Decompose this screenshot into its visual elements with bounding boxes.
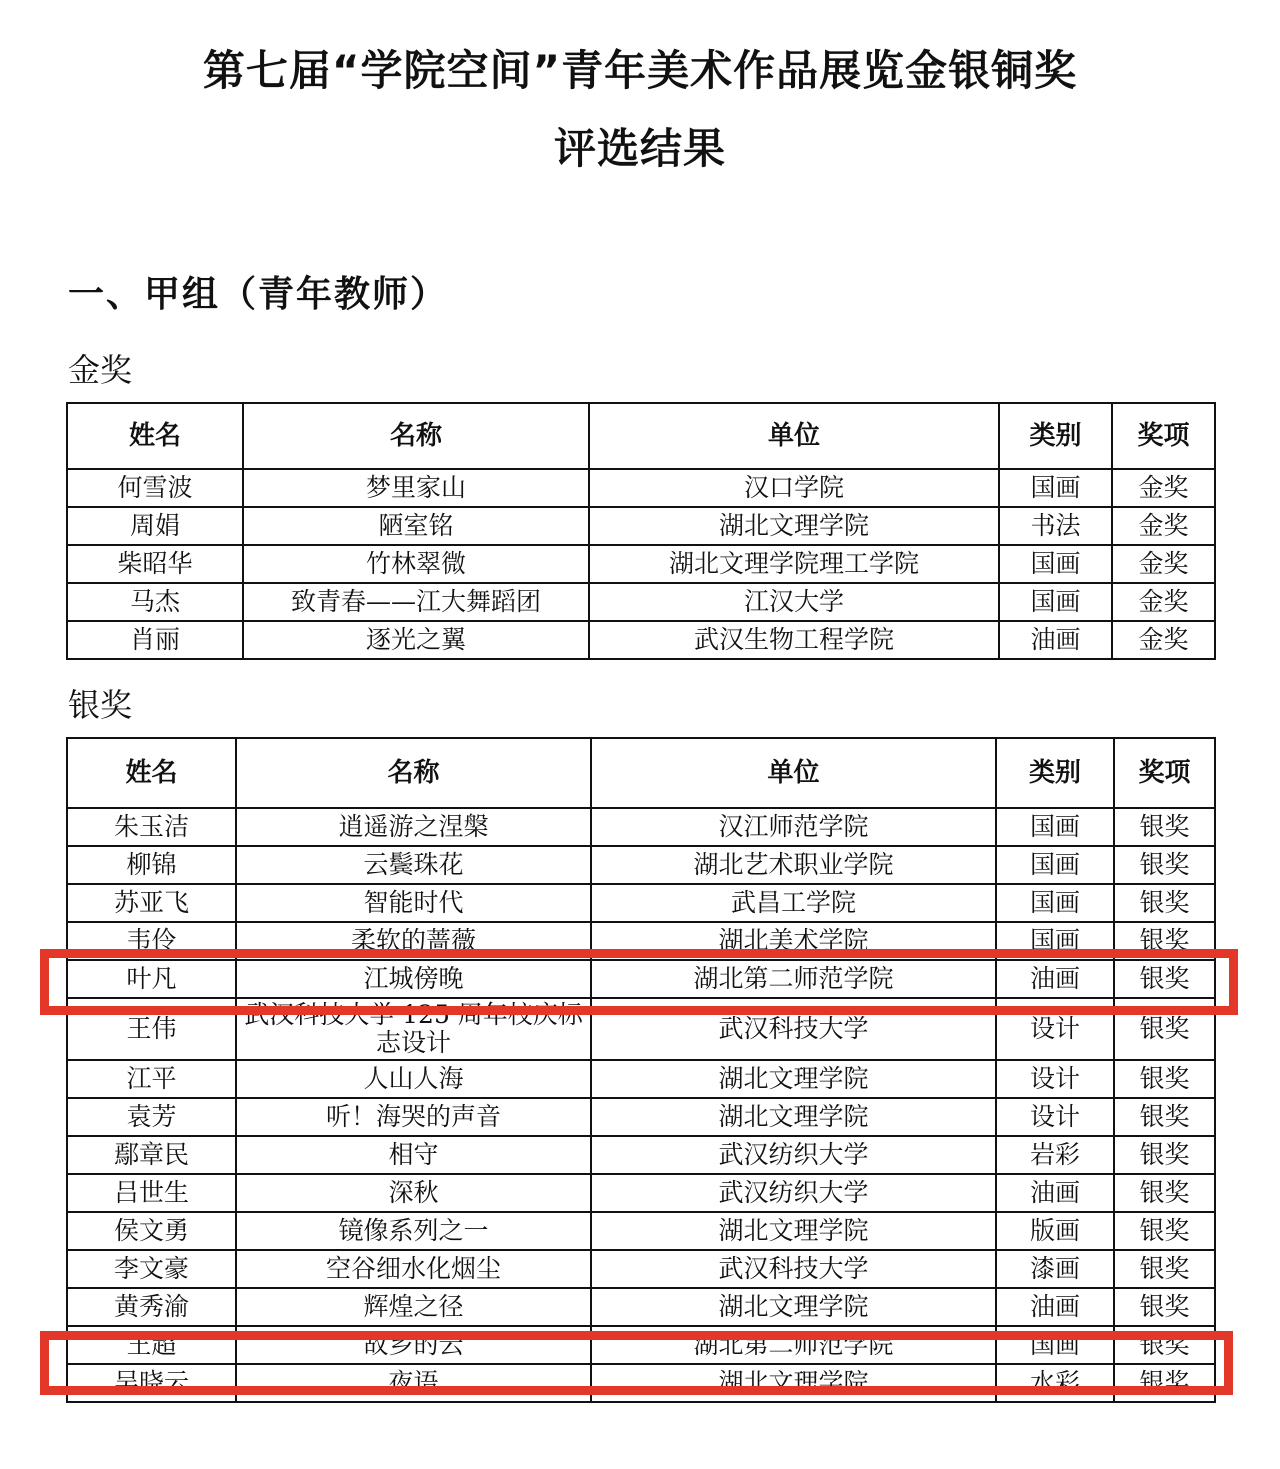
document-subtitle: 评选结果 <box>553 124 726 173</box>
unit-cell: 武汉科技大学 <box>591 1250 996 1288</box>
category-cell: 国画 <box>999 545 1112 583</box>
silver-award-table <box>66 737 1216 1403</box>
category-cell: 国画 <box>996 808 1114 846</box>
name-cell: 柳锦 <box>67 846 236 884</box>
name-cell: 朱玉洁 <box>67 808 236 846</box>
silver-heading: 银奖 <box>68 686 133 724</box>
award-cell: 银奖 <box>1114 1136 1215 1174</box>
title-cell: 相守 <box>236 1136 591 1174</box>
unit-cell: 武汉科技大学 <box>591 998 996 1060</box>
title-cell: 柔软的蔷薇 <box>236 922 591 960</box>
column-header: 名称 <box>236 738 591 808</box>
table-header <box>67 738 1215 808</box>
award-cell: 金奖 <box>1112 621 1215 659</box>
title-cell: 夜语 <box>236 1364 591 1402</box>
award-cell: 银奖 <box>1114 884 1215 922</box>
name-cell: 袁芳 <box>67 1098 236 1136</box>
title-cell: 人山人海 <box>236 1060 591 1098</box>
column-header: 类别 <box>999 403 1112 469</box>
award-cell: 银奖 <box>1114 960 1215 998</box>
column-header: 奖项 <box>1114 738 1215 808</box>
award-cell: 金奖 <box>1112 545 1215 583</box>
name-cell: 黄秀渝 <box>67 1288 236 1326</box>
column-header: 奖项 <box>1112 403 1215 469</box>
title-cell: 江城傍晚 <box>236 960 591 998</box>
table-row <box>67 1060 1215 1098</box>
title-cell: 云鬓珠花 <box>236 846 591 884</box>
name-cell: 江平 <box>67 1060 236 1098</box>
category-cell: 油画 <box>996 1288 1114 1326</box>
category-cell: 国画 <box>996 922 1114 960</box>
award-cell: 银奖 <box>1114 1250 1215 1288</box>
title-cell: 空谷细水化烟尘 <box>236 1250 591 1288</box>
award-cell: 银奖 <box>1114 1212 1215 1250</box>
table-row <box>67 808 1215 846</box>
category-cell: 版画 <box>996 1212 1114 1250</box>
unit-cell: 湖北文理学院 <box>589 507 999 545</box>
title-cell: 逐光之翼 <box>243 621 589 659</box>
gold-award-table <box>66 402 1216 660</box>
category-cell: 水彩 <box>996 1364 1114 1402</box>
award-cell: 银奖 <box>1114 998 1215 1060</box>
unit-cell: 汉江师范学院 <box>591 808 996 846</box>
title-cell: 武汉科技大学 125 周年校庆标志设计 <box>236 998 591 1060</box>
document-title: 第七届“学院空间”青年美术作品展览金银铜奖 <box>202 46 1078 95</box>
award-cell: 银奖 <box>1114 1288 1215 1326</box>
table-header <box>67 403 1215 469</box>
award-cell: 银奖 <box>1114 922 1215 960</box>
category-cell: 设计 <box>996 1098 1114 1136</box>
category-cell: 国画 <box>996 846 1114 884</box>
column-header: 名称 <box>243 403 589 469</box>
title-cell: 智能时代 <box>236 884 591 922</box>
category-cell: 设计 <box>996 1060 1114 1098</box>
name-cell: 侯文勇 <box>67 1212 236 1250</box>
table-row <box>67 1250 1215 1288</box>
award-cell: 银奖 <box>1114 1098 1215 1136</box>
name-cell: 吴晓云 <box>67 1364 236 1402</box>
award-cell: 银奖 <box>1114 808 1215 846</box>
table-row <box>67 1326 1215 1364</box>
name-cell: 鄢章民 <box>67 1136 236 1174</box>
award-cell: 金奖 <box>1112 507 1215 545</box>
column-header: 类别 <box>996 738 1114 808</box>
name-cell: 吕世生 <box>67 1174 236 1212</box>
column-header: 姓名 <box>67 403 243 469</box>
gold-heading: 金奖 <box>68 351 133 389</box>
table-row <box>67 998 1215 1060</box>
header-row <box>67 738 1215 808</box>
title-cell: 辉煌之径 <box>236 1288 591 1326</box>
unit-cell: 汉口学院 <box>589 469 999 507</box>
name-cell: 叶凡 <box>67 960 236 998</box>
category-cell: 国画 <box>996 884 1114 922</box>
unit-cell: 武汉纺织大学 <box>591 1136 996 1174</box>
title-cell: 听！海哭的声音 <box>236 1098 591 1136</box>
award-cell: 银奖 <box>1114 846 1215 884</box>
table-row <box>67 621 1215 659</box>
name-cell: 柴昭华 <box>67 545 243 583</box>
unit-cell: 湖北文理学院 <box>591 1364 996 1402</box>
table-row <box>67 884 1215 922</box>
title-cell: 故乡的云 <box>236 1326 591 1364</box>
category-cell: 设计 <box>996 998 1114 1060</box>
title-cell: 致青春——江大舞蹈团 <box>243 583 589 621</box>
column-header: 单位 <box>591 738 996 808</box>
unit-cell: 湖北文理学院 <box>591 1060 996 1098</box>
category-cell: 岩彩 <box>996 1136 1114 1174</box>
table-row <box>67 960 1215 998</box>
category-cell: 国画 <box>999 583 1112 621</box>
title-cell: 竹林翠微 <box>243 545 589 583</box>
name-cell: 王伟 <box>67 998 236 1060</box>
table-row <box>67 469 1215 507</box>
name-cell: 周娟 <box>67 507 243 545</box>
category-cell: 国画 <box>996 1326 1114 1364</box>
unit-cell: 湖北第二师范学院 <box>591 1326 996 1364</box>
unit-cell: 武昌工学院 <box>591 884 996 922</box>
title-cell: 镜像系列之一 <box>236 1212 591 1250</box>
column-header: 单位 <box>589 403 999 469</box>
award-cell: 金奖 <box>1112 583 1215 621</box>
unit-cell: 湖北文理学院 <box>591 1212 996 1250</box>
table-row <box>67 922 1215 960</box>
category-cell: 漆画 <box>996 1250 1114 1288</box>
header-row <box>67 403 1215 469</box>
table-row <box>67 507 1215 545</box>
table-row <box>67 583 1215 621</box>
unit-cell: 江汉大学 <box>589 583 999 621</box>
unit-cell: 武汉生物工程学院 <box>589 621 999 659</box>
category-cell: 油画 <box>999 621 1112 659</box>
name-cell: 苏亚飞 <box>67 884 236 922</box>
award-cell: 银奖 <box>1114 1060 1215 1098</box>
table-row <box>67 1174 1215 1212</box>
category-cell: 书法 <box>999 507 1112 545</box>
unit-cell: 湖北艺术职业学院 <box>591 846 996 884</box>
name-cell: 肖丽 <box>67 621 243 659</box>
name-cell: 李文豪 <box>67 1250 236 1288</box>
table-body <box>67 469 1215 659</box>
category-cell: 油画 <box>996 1174 1114 1212</box>
unit-cell: 湖北美术学院 <box>591 922 996 960</box>
unit-cell: 武汉纺织大学 <box>591 1174 996 1212</box>
title-cell: 陋室铭 <box>243 507 589 545</box>
table-row <box>67 545 1215 583</box>
name-cell: 马杰 <box>67 583 243 621</box>
table-row <box>67 1098 1215 1136</box>
category-cell: 油画 <box>996 960 1114 998</box>
table-row <box>67 846 1215 884</box>
table-body <box>67 808 1215 1402</box>
award-cell: 银奖 <box>1114 1174 1215 1212</box>
award-cell: 银奖 <box>1114 1364 1215 1402</box>
name-cell: 韦伶 <box>67 922 236 960</box>
table-row <box>67 1136 1215 1174</box>
table-row <box>67 1364 1215 1402</box>
unit-cell: 湖北文理学院 <box>591 1288 996 1326</box>
award-cell: 金奖 <box>1112 469 1215 507</box>
award-cell: 银奖 <box>1114 1326 1215 1364</box>
unit-cell: 湖北文理学院理工学院 <box>589 545 999 583</box>
unit-cell: 湖北第二师范学院 <box>591 960 996 998</box>
table-row <box>67 1212 1215 1250</box>
title-cell: 梦里家山 <box>243 469 589 507</box>
title-cell: 逍遥游之涅槃 <box>236 808 591 846</box>
name-cell: 何雪波 <box>67 469 243 507</box>
category-cell: 国画 <box>999 469 1112 507</box>
unit-cell: 湖北文理学院 <box>591 1098 996 1136</box>
column-header: 姓名 <box>67 738 236 808</box>
name-cell: 王超 <box>67 1326 236 1364</box>
table-row <box>67 1288 1215 1326</box>
title-cell: 深秋 <box>236 1174 591 1212</box>
section-heading: 一、甲组（青年教师） <box>68 274 449 315</box>
